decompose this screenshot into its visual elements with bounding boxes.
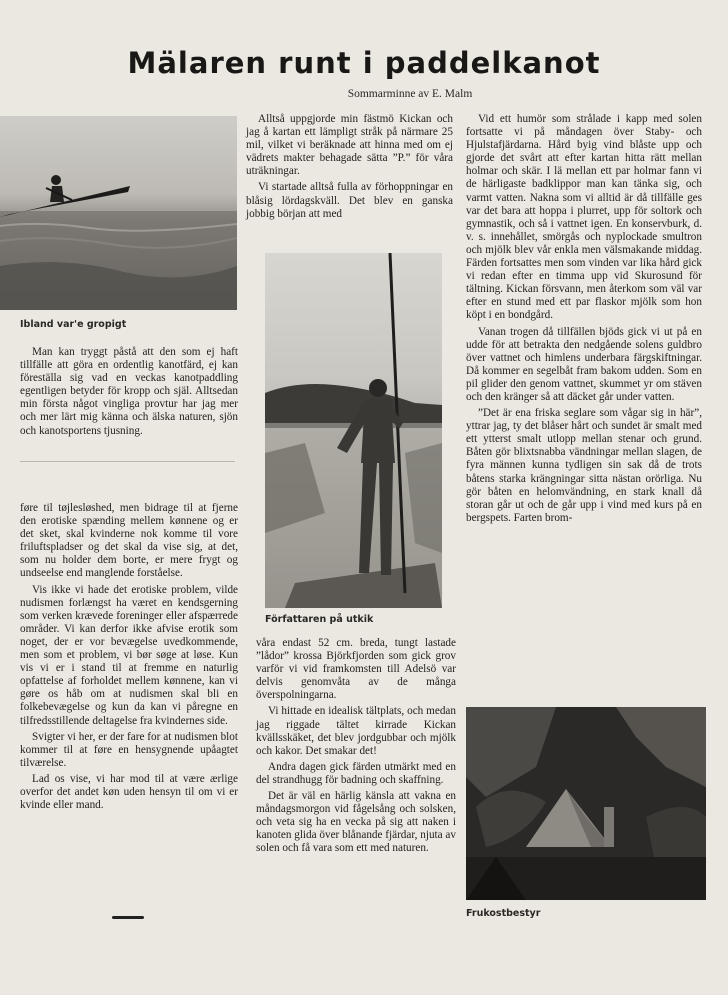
- photo-camp: [466, 707, 706, 900]
- column-3: [466, 113, 702, 528]
- article-title: Mälaren runt i paddelkanot: [127, 46, 601, 80]
- photo-author: [265, 253, 442, 608]
- paragraph: Vanan trogen då tillfällen bjöds gick vi ut på en udde för att betrakta den nedgående solens guldbro över vattnet och himlens underbara färgskiftningar. Då kommer en segelbåt fram bakom udden. Som en pil glider den genom vattnet, skummet yr om stäven och den kränger så att däcket går under vatten.: [466, 325, 702, 403]
- column-1-bottom: [20, 502, 238, 815]
- paragraph: Vid ett humör som strålade i kapp med solen fortsatte vi på måndagen över Staby- och Hjulstafjärdarna. Hård byig vind blåste upp och gjorde det svårt att efter kartan hitta rätt mellan holmar och skär. I lä mellan ett par holmar fann vi de härligaste badklippor man kan tänka sig, och varmt vatten. Nakna som vi alltid är då tillfälle ges var det bara att hoppa i plurret, upp för soltork och gymnastik, och så i vattnet igen. En konservburk, d. v. s. innehållet, smörgås och nyplockade smultron och mjölk blev vår enkla men välsmakande middag. Färden fortsattes men som vinden var lika hård gick vi redan efter en timma upp vid Skurosund för tältning. Kickan försvann, men återkom som väl var efter en stund med ett par flaskor mjölk som hon köpt i en bondgård.: [466, 113, 702, 322]
- column-2-top: [246, 113, 453, 224]
- column-divider: [20, 461, 235, 462]
- column-1-top: [20, 346, 238, 441]
- camp-photo-image: [466, 707, 706, 900]
- paragraph: Vi hittade en idealisk tältplats, och medan jag riggade tältet kirrade Kickan kvällsskäket, det blev jordgubbar och mjölk och kakor. Det smakar det!: [256, 705, 456, 757]
- paragraph: Det är väl en härlig känsla att vakna en måndagsmorgon vid fågelsång och solsken, och veta sig ha en vecka på sig att naken i kanoten glida över blånande fjärdar, njuta av solen och få vara som ett med naturen.: [256, 790, 456, 855]
- byline: Sommarminne av E. Malm: [347, 88, 473, 100]
- paragraph: våra endast 52 cm. breda, tungt lastade ”lådor” krossa Björkfjorden som gick grov varför vi vid framkomsten till Adelsö var delvis genomvåta av de många överspolningarna.: [256, 637, 456, 702]
- paragraph: Vi startade alltså fulla av förhoppningar en blåsig lördagskväll. Det blev en ganska jobbig början att med: [246, 181, 453, 220]
- paragraph: Man kan tryggt påstå att den som ej haft tillfälle att göra en ordentlig kanotfärd, ej kan föreställa sig vad en veckas kanotpaddling egentligen betyder för kropp och själ. Alltsedan min första något vingliga provtur har jag mer och mer lärt mig känna och älska naturen, sjön och kanotsportens tjusning.: [20, 346, 238, 437]
- paragraph: Vis ikke vi hade det erotiske problem, vilde nudismen forlængst ha været en kendsgerning som verken krævede foreninger eller afspærrede områder. Vi kan derfor ikke afvise erotik som noget, der er vor bevægelse uvedkommende, men som et problem, vi bør søge at løse. Kun vis vi er i stand til at fremme en naturlig opfattelse af forholdet mellem kønnene, kan vi gøre os håb om at nudismen skal bli en folkebevægelse og kun da kan vi påregne en tilfredsstillende deltagelse fra kvindernes side.: [20, 583, 238, 727]
- paragraph: føre til tøjlesløshed, men bidrage til at fjerne den erotiske spænding mellem kønnene og er det sket, skal kvinderne nok komme til vore friluftspladser og det skal da vise sig, at det, som nu holder dem borte, er mere frygt og undseelse end manglende forståelse.: [20, 502, 238, 580]
- photo-canoe: [0, 116, 237, 310]
- paragraph: Svigter vi her, er der fare for at nudismen blot kommer til at føre en hensygnende upåagtet tilværelse.: [20, 730, 238, 769]
- canoe-photo-image: [0, 116, 237, 310]
- paragraph: Alltså uppgjorde min fästmö Kickan och jag å kartan ett lämpligt stråk på närmare 25 mil, vilket vi beräknade att hinna med om ej vädrets makter behagade sätta ”P.” för våra uträkningar.: [246, 113, 453, 178]
- caption-author: Författaren på utkik: [265, 614, 374, 625]
- caption-canoe: Ibland var'e gropigt: [20, 319, 127, 330]
- paragraph: Lad os vise, vi har mod til at være ærlige overfor det andet køn uden hensyn til om vi er kvinde eller mand.: [20, 772, 238, 812]
- caption-camp: Frukostbestyr: [466, 908, 541, 919]
- author-photo-image: [265, 253, 442, 608]
- end-ornament: [112, 916, 144, 919]
- paragraph: Andra dagen gick färden utmärkt med en del strandhugg för badning och skaffning.: [256, 760, 456, 786]
- column-2-bottom: [256, 637, 456, 859]
- paragraph: ”Det är ena friska seglare som vågar sig in här”, yttrar jag, ty det blåser hårt och sundet är smalt med ett ytterst smalt utlopp mellan stenar och grund. Båten gör blixtsnabba vändningar mellan slagen, de fyra männen kunna tydligen sin sak då de trots båtens starka krängningar sitta nästan orörliga. Nu gör båten en helomvändning, en stark knall då storan går ut och de går upp i vind med kurs på en bergspets. Farten brom-: [466, 407, 702, 524]
